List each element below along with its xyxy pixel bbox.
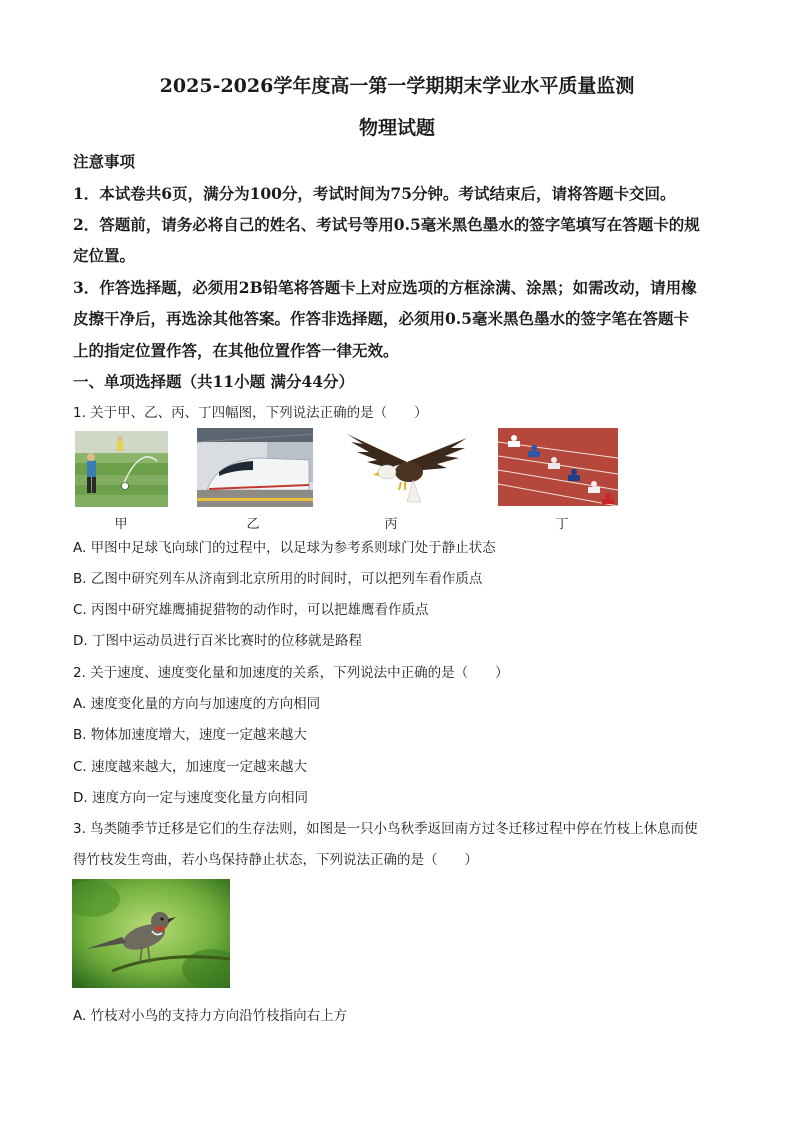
notes-line-3b: 皮擦干净后，再选涂其他答案。作答非选择题，必须用0.5毫米黑色墨水的签字笔在答题卡: [73, 309, 689, 328]
q2-option-b: B. 物体加速度增大，速度一定越来越大: [73, 727, 307, 743]
q1-stem: 1. 关于甲、乙、丙、丁四幅图，下列说法正确的是（ ）: [73, 405, 428, 421]
q1-option-a: A. 甲图中足球飞向球门的过程中，以足球为参考系则球门处于静止状态: [73, 540, 496, 556]
train-image: [197, 428, 313, 507]
soccer-image: [75, 431, 168, 507]
sprint-image: [498, 428, 618, 506]
notes-line-3a: 3．作答选择题，必须用2B铅笔将答题卡上对应选项的方框涂满、涂黑；如需改动，请用橡: [73, 278, 697, 297]
caption-jia: 甲: [114, 517, 128, 532]
notes-line-3c: 上的指定位置作答，在其他位置作答一律无效。: [73, 341, 399, 360]
notes-line-2b: 定位置。: [73, 246, 136, 265]
notes-line-1: 1．本试卷共6页，满分为100分，考试时间为75分钟。考试结束后，请将答题卡交回。: [73, 184, 676, 203]
q2-stem: 2. 关于速度、速度变化量和加速度的关系，下列说法中正确的是（ ）: [73, 665, 509, 681]
exam-title: 2025-2026学年度高一第一学期期末学业水平质量监测: [159, 75, 635, 97]
notes-line-2a: 2．答题前，请务必将自己的姓名、考试号等用0.5毫米黑色墨水的签字笔填写在答题卡的规: [73, 215, 700, 234]
q3-stem-a: 3. 鸟类随季节迁移是它们的生存法则，如图是一只小鸟秋季返回南方过冬迁移过程中停在竹枝上休息而使: [73, 821, 698, 837]
q2-option-c: C. 速度越来越大，加速度一定越来越大: [73, 759, 308, 775]
bird-image: [72, 879, 230, 988]
section-heading: 一、单项选择题（共11小题 满分44分）: [73, 372, 355, 391]
caption-yi: 乙: [246, 517, 260, 532]
notes-heading: 注意事项: [73, 152, 136, 171]
q2-option-d: D. 速度方向一定与速度变化量方向相同: [73, 790, 308, 806]
q1-option-d: D. 丁图中运动员进行百米比赛时的位移就是路程: [73, 633, 362, 649]
q3-option-a: A. 竹枝对小鸟的支持力方向沿竹枝指向右上方: [73, 1008, 348, 1024]
q2-option-a: A. 速度变化量的方向与加速度的方向相同: [73, 696, 321, 712]
q3-stem-b: 得竹枝发生弯曲，若小鸟保持静止状态，下列说法正确的是（ ）: [73, 852, 478, 868]
caption-ding: 丁: [555, 517, 569, 532]
q1-option-b: B. 乙图中研究列车从济南到北京所用的时间时，可以把列车看作质点: [73, 571, 483, 587]
eagle-image: [343, 430, 471, 506]
q1-option-c: C. 丙图中研究雄鹰捕捉猎物的动作时，可以把雄鹰看作质点: [73, 602, 429, 618]
caption-bing: 丙: [384, 517, 398, 532]
subject-title: 物理试题: [358, 117, 435, 139]
